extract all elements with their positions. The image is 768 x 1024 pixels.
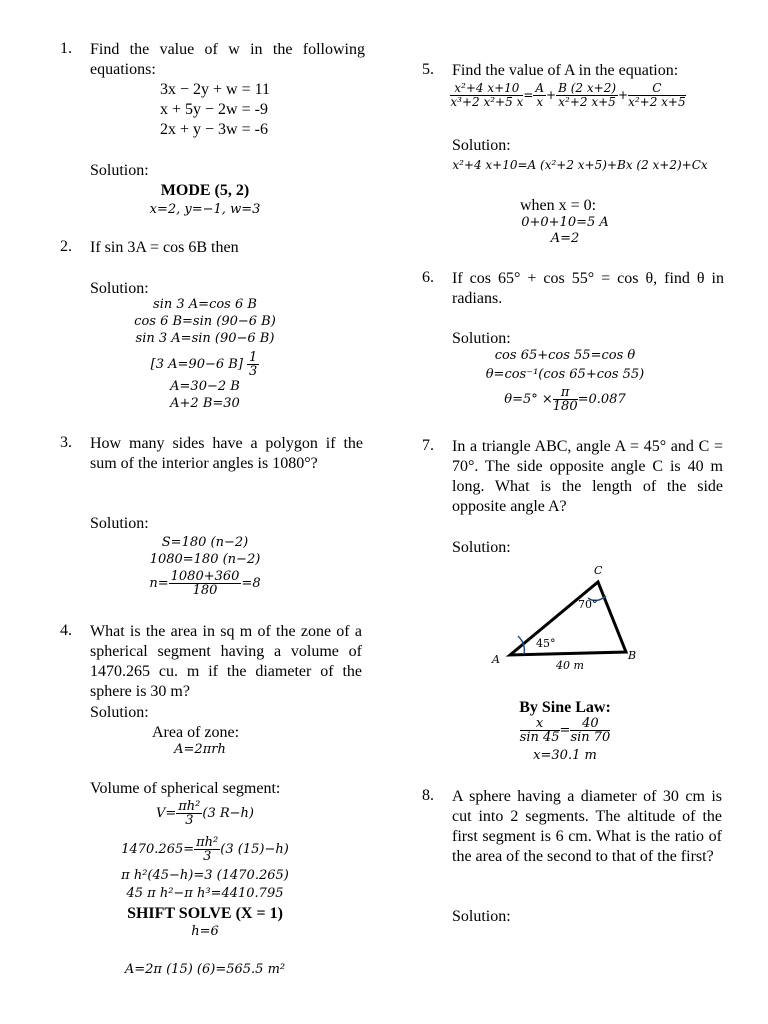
q8-solution-label: Solution: bbox=[452, 908, 511, 925]
question-7-text: In a triangle ABC, angle A = 45° and C = 70°. The side opposite angle C is 40 m long. What is the length of the side opposite angle A? bbox=[452, 438, 723, 515]
q6-solution-label: Solution: bbox=[452, 330, 511, 347]
q4-h-value: h=6 bbox=[191, 924, 219, 939]
q1-equation-3: 2x + y − 3w = -6 bbox=[160, 121, 268, 138]
question-2-text: If sin 3A = cos 6B then bbox=[90, 239, 239, 256]
question-3-text: How many sides have a polygon if the sum of the interior angles is 1080°? bbox=[90, 435, 363, 472]
triangle-shape bbox=[510, 582, 626, 655]
q3-step-1: S=180 (n−2) bbox=[161, 535, 249, 550]
q4-volume-substituted: 1470.265= $\frac{\text{πh²}}{3}$ (3 (15)−h) bbox=[121, 835, 289, 864]
q2-step-2: cos 6 B=sin (90−6 B) bbox=[134, 314, 276, 329]
q2-step-4: [3 A=90−6 B] $\frac{1}{3}$ bbox=[150, 350, 258, 379]
angle-a-label: 45° bbox=[536, 637, 556, 650]
q7-sine-law-equation: $\frac{x}{\sin 45}$ = $\frac{40}{\sin 70}$ bbox=[519, 716, 611, 745]
q4-volume-formula: V= $\frac{\text{πh²}}{3}$ (3 R−h) bbox=[155, 799, 255, 828]
question-2-number: 2. bbox=[60, 238, 72, 255]
question-5-text: Find the value of A in the equation: bbox=[452, 62, 679, 79]
q4-step-4: 45 π h²−π h³=4410.795 bbox=[126, 886, 284, 901]
q5-step-1: x²+4 x+10=A (x²+2 x+5)+Bx (2 x+2)+Cx bbox=[452, 158, 708, 172]
q4-final-answer: A=2π (15) (6)=565.5 m² bbox=[124, 962, 286, 977]
q5-equation: $\frac{\text{x²+4 x+10}}{\text{x³+2 x²+5 x}}$ = $\frac{A}{x}$ + $\frac{B (2 x+2)}{\text{x²+2 x+5}}$ + $\frac{C}{\text{x²+2 x+5}}$ bbox=[450, 81, 686, 109]
q6-step-3: θ=5° × $\frac{\pi}{180}$ =0.087 bbox=[504, 385, 626, 414]
q3-step-2: 1080=180 (n−2) bbox=[149, 552, 261, 567]
q4-step-3: π h²(45−h)=3 (1470.265) bbox=[121, 868, 289, 883]
q4-solution-label: Solution: bbox=[90, 704, 149, 721]
vertex-a-label: A bbox=[492, 653, 500, 666]
question-4-number: 4. bbox=[60, 622, 72, 639]
question-5-number: 5. bbox=[422, 61, 434, 78]
q5-when-label: when x = 0: bbox=[520, 197, 597, 214]
q2-solution-label: Solution: bbox=[90, 280, 149, 297]
question-1-number: 1. bbox=[60, 40, 72, 57]
q7-triangle-diagram bbox=[480, 558, 660, 678]
q7-solution-label: Solution: bbox=[452, 539, 511, 556]
question-8-text: A sphere having a diameter of 30 cm is cut into 2 segments. The altitude of the first segment is 6 cm. What is the ratio of the area of the second to that of the first? bbox=[452, 788, 722, 865]
q1-mode: MODE (5, 2) bbox=[160, 182, 250, 199]
angle-c-label: 70° bbox=[578, 598, 598, 611]
q4-shift-solve: SHIFT SOLVE (X = 1) bbox=[127, 905, 283, 922]
question-6-text: If cos 65° + cos 55° = cos θ, find θ in radians. bbox=[452, 270, 724, 307]
question-7-number: 7. bbox=[422, 437, 434, 454]
q6-step-2: θ=cos⁻¹(cos 65+cos 55) bbox=[485, 367, 645, 382]
question-6-number: 6. bbox=[422, 269, 434, 286]
q1-solution-label: Solution: bbox=[90, 162, 149, 179]
q5-step-3: A=2 bbox=[550, 231, 580, 246]
question-3-number: 3. bbox=[60, 434, 72, 451]
q3-step-3: n= $\frac{1080+360}{180}$ =8 bbox=[149, 569, 261, 598]
q2-step-1: sin 3 A=cos 6 B bbox=[153, 297, 257, 312]
q7-sine-law-label: By Sine Law: bbox=[519, 699, 611, 716]
q1-equation-2: x + 5y − 2w = -9 bbox=[160, 101, 268, 118]
question-1-text: Find the value of w in the following equations: bbox=[90, 41, 365, 78]
q2-step-3: sin 3 A=sin (90−6 B) bbox=[135, 331, 275, 346]
q4-area-zone-label: Area of zone: bbox=[152, 724, 240, 741]
vertex-b-label: B bbox=[628, 649, 637, 662]
q1-equation-1: 3x − 2y + w = 11 bbox=[160, 81, 271, 98]
q4-volume-label: Volume of spherical segment: bbox=[90, 780, 281, 797]
q2-step-6: A+2 B=30 bbox=[170, 396, 240, 411]
side-ab-label: 40 m bbox=[556, 659, 584, 672]
q6-step-1: cos 65+cos 55=cos θ bbox=[494, 348, 636, 363]
q5-solution-label: Solution: bbox=[452, 137, 511, 154]
question-4-text: What is the area in sq m of the zone of a spherical segment having a volume of 1470.265 cu. m if the diameter of the sphere is 30 m? bbox=[90, 623, 362, 700]
q1-answer: x=2, y=−1, w=3 bbox=[149, 202, 261, 217]
q2-step-5: A=30−2 B bbox=[170, 379, 240, 394]
question-8-number: 8. bbox=[422, 787, 434, 804]
q5-step-2: 0+0+10=5 A bbox=[521, 215, 609, 230]
vertex-c-label: C bbox=[594, 564, 603, 577]
q3-solution-label: Solution: bbox=[90, 515, 149, 532]
q4-area-formula: A=2πrh bbox=[174, 742, 226, 757]
q7-answer: x=30.1 m bbox=[533, 748, 597, 763]
